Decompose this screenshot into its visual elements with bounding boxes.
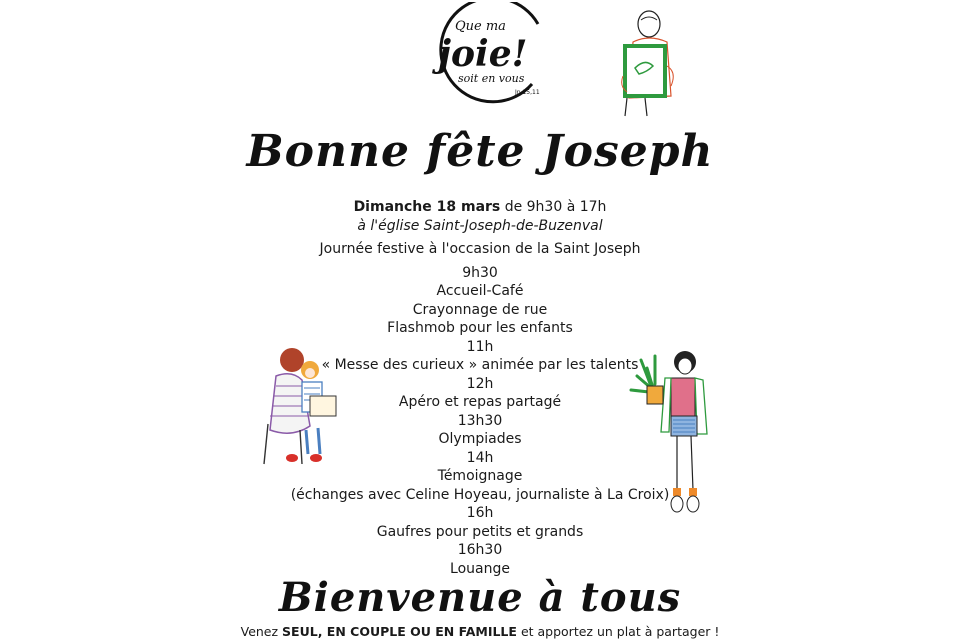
event-title: Bonne fête Joseph bbox=[246, 126, 714, 177]
schedule-time: 16h30 bbox=[457, 542, 503, 558]
schedule-activity: « Messe des curieux » animée par les talents bbox=[321, 357, 639, 373]
footer-post: et apportez un plat à partager ! bbox=[520, 624, 720, 639]
schedule-time: 9h30 bbox=[462, 264, 498, 281]
logo-reference: Jn 15,11 bbox=[515, 89, 540, 96]
footer-invitation bbox=[0, 624, 960, 640]
event-program bbox=[0, 198, 960, 578]
schedule-activity: Gaufres pour petits et grands bbox=[376, 523, 584, 540]
event-location: à l'église Saint-Joseph-de-Buzenval bbox=[357, 217, 603, 234]
schedule-time: 11h bbox=[466, 338, 494, 355]
schedule-time: 16h bbox=[466, 505, 494, 521]
date-line bbox=[0, 198, 960, 217]
event-date: Dimanche 18 mars bbox=[353, 199, 501, 215]
schedule-activity: Olympiades bbox=[438, 431, 522, 447]
schedule bbox=[0, 264, 960, 579]
schedule-activity: Crayonnage de rue bbox=[412, 301, 548, 318]
man-with-frame-illustration bbox=[605, 6, 695, 118]
schedule-activity: Flashmob pour les enfants bbox=[387, 320, 573, 336]
schedule-time: 14h bbox=[466, 449, 494, 466]
logo-line-1: Que ma bbox=[455, 19, 506, 34]
logo-line-3: soit en vous bbox=[458, 72, 525, 85]
schedule-activity: Témoignage bbox=[437, 468, 523, 484]
schedule-activity: Louange bbox=[450, 560, 510, 577]
event-hours: de 9h30 à 17h bbox=[504, 199, 607, 215]
schedule-time: 12h bbox=[466, 375, 494, 392]
event-logo bbox=[420, 2, 570, 112]
event-purpose: Journée festive à l'occasion de la Saint Joseph bbox=[319, 241, 641, 257]
schedule-activity: Accueil-Café bbox=[436, 283, 524, 299]
welcome-heading: Bienvenue à tous bbox=[278, 574, 682, 621]
schedule-time: 13h30 bbox=[457, 412, 503, 429]
footer-pre: Venez bbox=[240, 624, 279, 639]
schedule-activity: (échanges avec Celine Hoyeau, journaliste à La Croix) bbox=[290, 486, 670, 503]
logo-line-2: joie! bbox=[438, 33, 528, 75]
schedule-activity: Apéro et repas partagé bbox=[398, 394, 562, 410]
footer-emphasis: SEUL, EN COUPLE OU EN FAMILLE bbox=[282, 624, 517, 639]
